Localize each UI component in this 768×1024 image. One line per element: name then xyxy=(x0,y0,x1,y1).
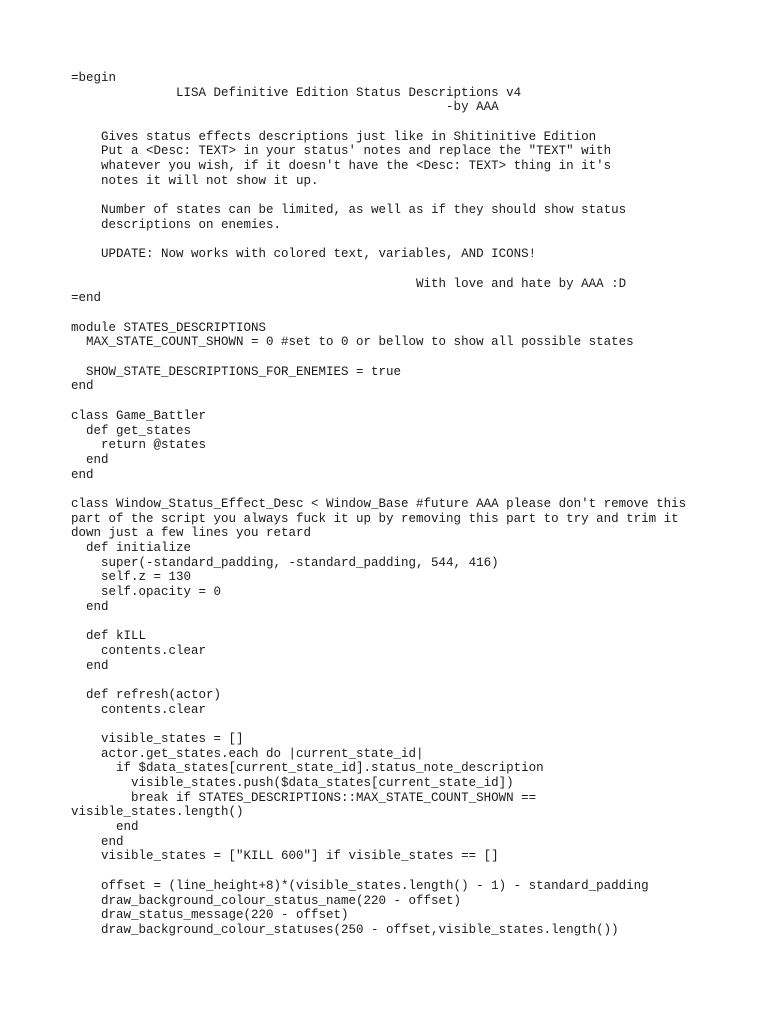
code-line: self.z = 130 xyxy=(71,570,192,585)
code-line: def refresh(actor) xyxy=(71,687,222,702)
code-line xyxy=(71,482,686,497)
code-line: MAX_STATE_COUNT_SHOWN = 0 #set to 0 or bellow to show all possible states xyxy=(71,335,634,350)
code-line: module STATES_DESCRIPTIONS xyxy=(71,320,267,335)
code-line: def initialize xyxy=(71,541,192,555)
code-line: end xyxy=(71,467,94,482)
code-line: =begin xyxy=(71,71,117,85)
code-line: Gives status effects descriptions just like in Shitinitive Edition xyxy=(71,129,597,144)
code-line xyxy=(71,189,686,204)
code-line: actor.get_states.each do |current_state_id| xyxy=(71,746,424,761)
code-listing xyxy=(71,71,686,938)
code-line: end xyxy=(71,452,109,467)
code-line xyxy=(71,233,686,248)
code-line: if $data_states[current_state_id].status_note_description xyxy=(71,761,544,776)
code-line: draw_background_colour_statuses(250 - offset,visible_states.length()) xyxy=(71,922,619,937)
code-line: visible_states.push($data_states[current_state_id]) xyxy=(71,776,514,790)
code-line: =end xyxy=(71,291,102,306)
code-line: UPDATE: Now works with colored text, variables, AND ICONS! xyxy=(71,247,537,262)
code-line: SHOW_STATE_DESCRIPTIONS_FOR_ENEMIES = true xyxy=(71,364,402,379)
code-line xyxy=(71,717,686,732)
code-line: With love and hate by AAA :D xyxy=(71,276,627,291)
code-line: descriptions on enemies. xyxy=(71,217,282,232)
code-line xyxy=(71,306,686,321)
code-line xyxy=(71,864,686,879)
code-line xyxy=(71,394,686,409)
code-line: part of the script you always fuck it up by removing this part to try and trim it xyxy=(71,511,679,526)
code-line: draw_status_message(220 - offset) xyxy=(71,908,349,923)
code-line: offset = (line_height+8)*(visible_states.length() - 1) - standard_padding xyxy=(71,878,649,893)
code-line xyxy=(71,350,686,365)
code-line: LISA Definitive Edition Status Descriptions v4 xyxy=(71,85,522,100)
code-line: end xyxy=(71,599,109,614)
code-line: Number of states can be limited, as well as if they should show status xyxy=(71,203,627,218)
code-line: contents.clear xyxy=(71,643,207,658)
code-line: end xyxy=(71,820,139,835)
code-line: end xyxy=(71,379,94,394)
code-line: notes it will not show it up. xyxy=(71,173,319,188)
code-line: break if STATES_DESCRIPTIONS::MAX_STATE_COUNT_SHOWN == xyxy=(71,790,537,805)
code-line: -by AAA xyxy=(71,100,499,115)
code-line: contents.clear xyxy=(71,702,207,717)
code-line: Put a <Desc: TEXT> in your status' notes and replace the "TEXT" with xyxy=(71,144,612,159)
code-line: def kILL xyxy=(71,629,147,644)
code-line: class Window_Status_Effect_Desc < Window_Base #future AAA please don't remove this xyxy=(71,496,687,511)
code-line: super(-standard_padding, -standard_padding, 544, 416) xyxy=(71,555,499,570)
code-line xyxy=(71,673,686,688)
code-line xyxy=(71,262,686,277)
code-line xyxy=(71,115,686,130)
code-line: return @states xyxy=(71,438,207,453)
code-line xyxy=(71,614,686,629)
code-line: self.opacity = 0 xyxy=(71,585,222,600)
code-line: draw_background_colour_status_name(220 - offset) xyxy=(71,893,462,908)
code-line: class Game_Battler xyxy=(71,408,207,423)
code-line: visible_states = [] xyxy=(71,731,244,746)
code-line: end xyxy=(71,834,124,849)
code-line: visible_states.length() xyxy=(71,805,244,820)
code-line: visible_states = ["KILL 600"] if visible_states == [] xyxy=(71,849,499,864)
code-line: down just a few lines you retard xyxy=(71,526,312,541)
code-line: def get_states xyxy=(71,423,192,438)
code-line: whatever you wish, if it doesn't have the <Desc: TEXT> thing in it's xyxy=(71,159,612,174)
code-line: end xyxy=(71,658,109,673)
